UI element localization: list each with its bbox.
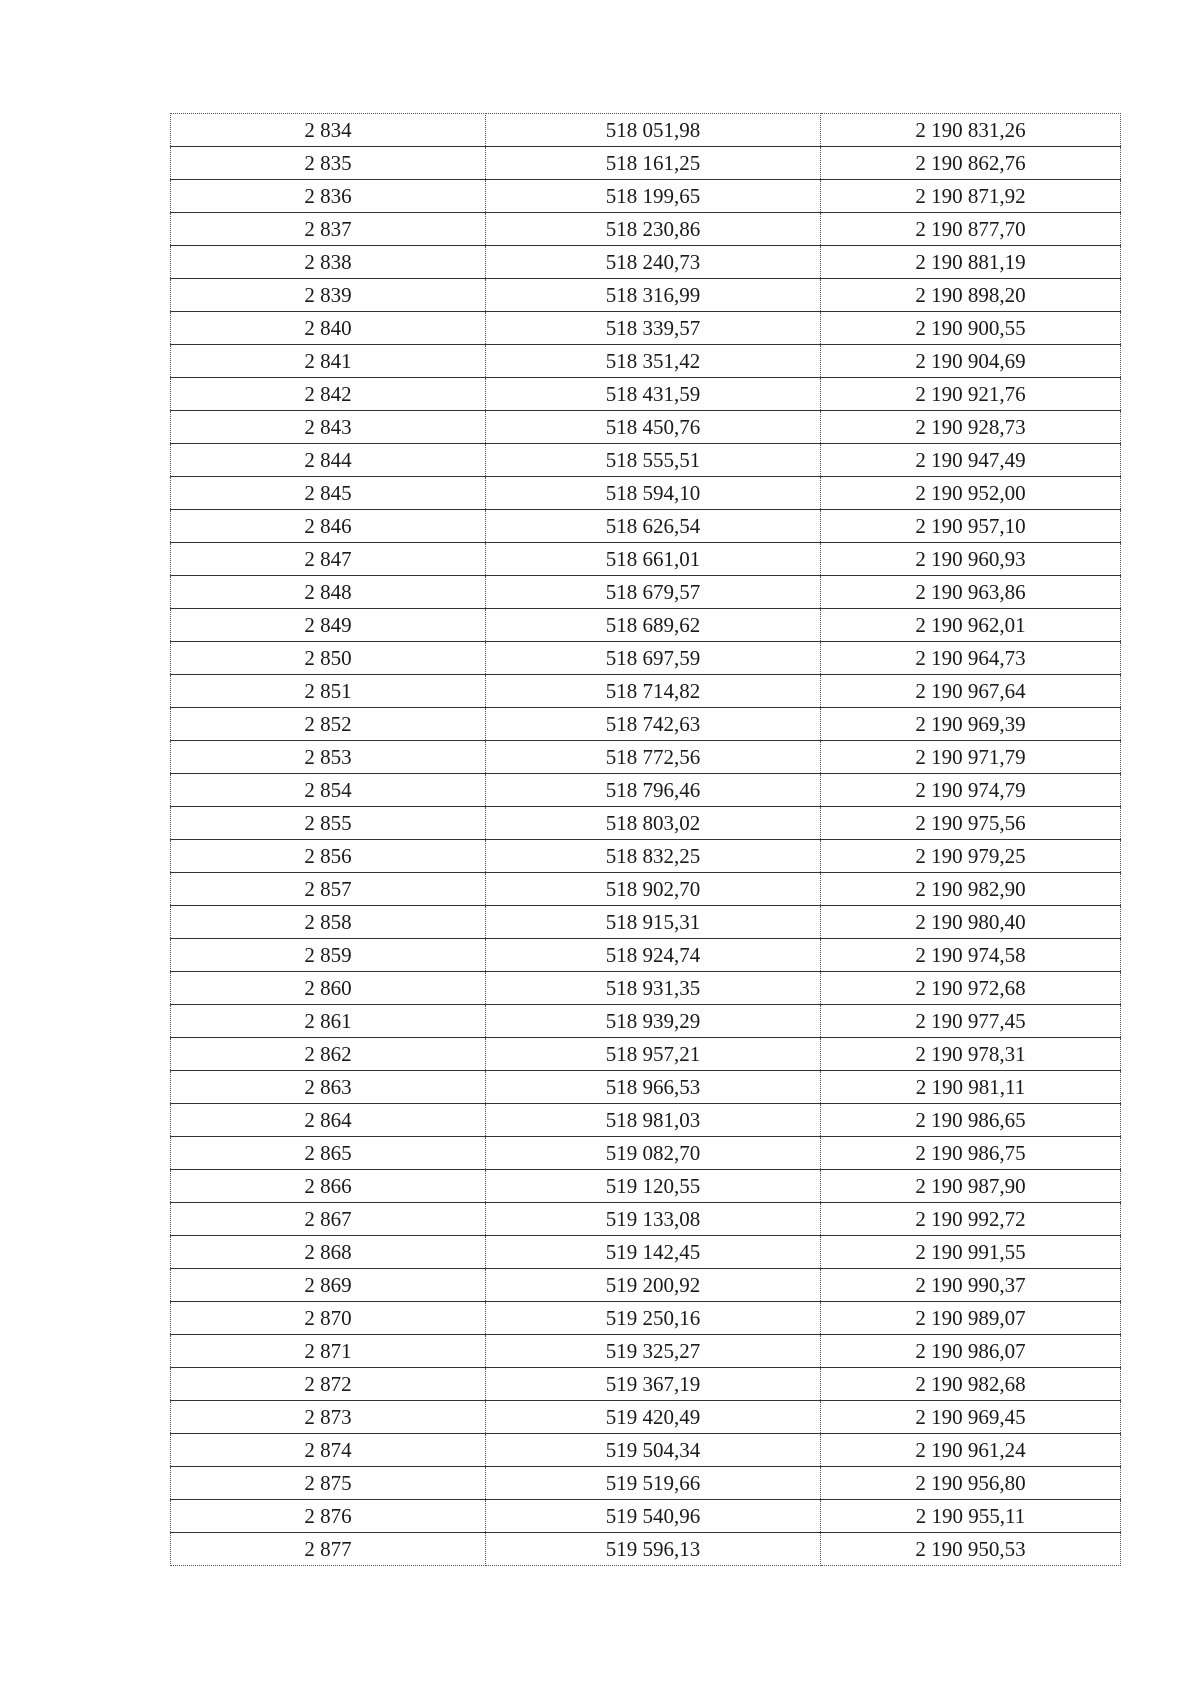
x-coordinate-cell: 518 450,76 <box>486 411 821 444</box>
table-row <box>171 1203 1121 1236</box>
table-row <box>171 1500 1121 1533</box>
x-coordinate-cell: 518 051,98 <box>486 114 821 147</box>
table-row <box>171 972 1121 1005</box>
coordinates-table-body <box>171 114 1121 1566</box>
point-number-cell: 2 869 <box>171 1269 486 1302</box>
y-coordinate-cell: 2 190 956,80 <box>821 1467 1121 1500</box>
point-number-cell: 2 842 <box>171 378 486 411</box>
x-coordinate-cell: 518 915,31 <box>486 906 821 939</box>
y-coordinate-cell: 2 190 975,56 <box>821 807 1121 840</box>
table-row <box>171 114 1121 147</box>
x-coordinate-cell: 518 316,99 <box>486 279 821 312</box>
y-coordinate-cell: 2 190 987,90 <box>821 1170 1121 1203</box>
point-number-cell: 2 858 <box>171 906 486 939</box>
y-coordinate-cell: 2 190 986,65 <box>821 1104 1121 1137</box>
y-coordinate-cell: 2 190 921,76 <box>821 378 1121 411</box>
table-row <box>171 543 1121 576</box>
x-coordinate-cell: 518 339,57 <box>486 312 821 345</box>
table-row <box>171 1434 1121 1467</box>
point-number-cell: 2 846 <box>171 510 486 543</box>
x-coordinate-cell: 518 957,21 <box>486 1038 821 1071</box>
x-coordinate-cell: 519 596,13 <box>486 1533 821 1566</box>
point-number-cell: 2 849 <box>171 609 486 642</box>
table-row <box>171 576 1121 609</box>
y-coordinate-cell: 2 190 986,07 <box>821 1335 1121 1368</box>
y-coordinate-cell: 2 190 877,70 <box>821 213 1121 246</box>
x-coordinate-cell: 518 230,86 <box>486 213 821 246</box>
table-row <box>171 411 1121 444</box>
table-row <box>171 213 1121 246</box>
table-row <box>171 279 1121 312</box>
table-row <box>171 708 1121 741</box>
table-row <box>171 741 1121 774</box>
x-coordinate-cell: 519 367,19 <box>486 1368 821 1401</box>
point-number-cell: 2 845 <box>171 477 486 510</box>
point-number-cell: 2 837 <box>171 213 486 246</box>
table-row <box>171 1533 1121 1566</box>
table-row <box>171 1401 1121 1434</box>
y-coordinate-cell: 2 190 980,40 <box>821 906 1121 939</box>
table-row <box>171 246 1121 279</box>
x-coordinate-cell: 518 981,03 <box>486 1104 821 1137</box>
point-number-cell: 2 857 <box>171 873 486 906</box>
point-number-cell: 2 871 <box>171 1335 486 1368</box>
point-number-cell: 2 852 <box>171 708 486 741</box>
point-number-cell: 2 847 <box>171 543 486 576</box>
point-number-cell: 2 875 <box>171 1467 486 1500</box>
point-number-cell: 2 840 <box>171 312 486 345</box>
x-coordinate-cell: 518 796,46 <box>486 774 821 807</box>
table-row <box>171 1104 1121 1137</box>
y-coordinate-cell: 2 190 989,07 <box>821 1302 1121 1335</box>
point-number-cell: 2 856 <box>171 840 486 873</box>
table-row <box>171 1467 1121 1500</box>
y-coordinate-cell: 2 190 992,72 <box>821 1203 1121 1236</box>
table-row <box>171 1335 1121 1368</box>
y-coordinate-cell: 2 190 952,00 <box>821 477 1121 510</box>
point-number-cell: 2 834 <box>171 114 486 147</box>
y-coordinate-cell: 2 190 967,64 <box>821 675 1121 708</box>
point-number-cell: 2 872 <box>171 1368 486 1401</box>
x-coordinate-cell: 519 519,66 <box>486 1467 821 1500</box>
table-row <box>171 312 1121 345</box>
x-coordinate-cell: 519 120,55 <box>486 1170 821 1203</box>
y-coordinate-cell: 2 190 831,26 <box>821 114 1121 147</box>
y-coordinate-cell: 2 190 963,86 <box>821 576 1121 609</box>
table-row <box>171 1236 1121 1269</box>
coordinates-table <box>170 113 1121 1566</box>
point-number-cell: 2 848 <box>171 576 486 609</box>
point-number-cell: 2 877 <box>171 1533 486 1566</box>
x-coordinate-cell: 518 161,25 <box>486 147 821 180</box>
x-coordinate-cell: 518 832,25 <box>486 840 821 873</box>
y-coordinate-cell: 2 190 979,25 <box>821 840 1121 873</box>
x-coordinate-cell: 519 250,16 <box>486 1302 821 1335</box>
y-coordinate-cell: 2 190 964,73 <box>821 642 1121 675</box>
table-row <box>171 873 1121 906</box>
y-coordinate-cell: 2 190 955,11 <box>821 1500 1121 1533</box>
point-number-cell: 2 862 <box>171 1038 486 1071</box>
table-row <box>171 378 1121 411</box>
point-number-cell: 2 876 <box>171 1500 486 1533</box>
y-coordinate-cell: 2 190 981,11 <box>821 1071 1121 1104</box>
x-coordinate-cell: 518 966,53 <box>486 1071 821 1104</box>
x-coordinate-cell: 519 133,08 <box>486 1203 821 1236</box>
point-number-cell: 2 870 <box>171 1302 486 1335</box>
point-number-cell: 2 850 <box>171 642 486 675</box>
x-coordinate-cell: 518 714,82 <box>486 675 821 708</box>
x-coordinate-cell: 518 594,10 <box>486 477 821 510</box>
point-number-cell: 2 874 <box>171 1434 486 1467</box>
point-number-cell: 2 843 <box>171 411 486 444</box>
point-number-cell: 2 844 <box>171 444 486 477</box>
y-coordinate-cell: 2 190 904,69 <box>821 345 1121 378</box>
x-coordinate-cell: 518 555,51 <box>486 444 821 477</box>
x-coordinate-cell: 518 697,59 <box>486 642 821 675</box>
y-coordinate-cell: 2 190 974,79 <box>821 774 1121 807</box>
point-number-cell: 2 839 <box>171 279 486 312</box>
y-coordinate-cell: 2 190 971,79 <box>821 741 1121 774</box>
table-row <box>171 1269 1121 1302</box>
y-coordinate-cell: 2 190 978,31 <box>821 1038 1121 1071</box>
x-coordinate-cell: 519 082,70 <box>486 1137 821 1170</box>
point-number-cell: 2 868 <box>171 1236 486 1269</box>
table-row <box>171 510 1121 543</box>
table-row <box>171 642 1121 675</box>
x-coordinate-cell: 518 772,56 <box>486 741 821 774</box>
y-coordinate-cell: 2 190 990,37 <box>821 1269 1121 1302</box>
y-coordinate-cell: 2 190 957,10 <box>821 510 1121 543</box>
table-row <box>171 477 1121 510</box>
x-coordinate-cell: 518 431,59 <box>486 378 821 411</box>
y-coordinate-cell: 2 190 947,49 <box>821 444 1121 477</box>
x-coordinate-cell: 518 939,29 <box>486 1005 821 1038</box>
point-number-cell: 2 854 <box>171 774 486 807</box>
table-row <box>171 345 1121 378</box>
y-coordinate-cell: 2 190 950,53 <box>821 1533 1121 1566</box>
point-number-cell: 2 867 <box>171 1203 486 1236</box>
x-coordinate-cell: 518 902,70 <box>486 873 821 906</box>
point-number-cell: 2 873 <box>171 1401 486 1434</box>
table-row <box>171 609 1121 642</box>
x-coordinate-cell: 518 351,42 <box>486 345 821 378</box>
point-number-cell: 2 838 <box>171 246 486 279</box>
x-coordinate-cell: 518 803,02 <box>486 807 821 840</box>
table-row <box>171 807 1121 840</box>
y-coordinate-cell: 2 190 898,20 <box>821 279 1121 312</box>
table-row <box>171 1038 1121 1071</box>
y-coordinate-cell: 2 190 982,90 <box>821 873 1121 906</box>
x-coordinate-cell: 518 240,73 <box>486 246 821 279</box>
point-number-cell: 2 851 <box>171 675 486 708</box>
x-coordinate-cell: 519 142,45 <box>486 1236 821 1269</box>
point-number-cell: 2 860 <box>171 972 486 1005</box>
table-row <box>171 1137 1121 1170</box>
y-coordinate-cell: 2 190 960,93 <box>821 543 1121 576</box>
y-coordinate-cell: 2 190 962,01 <box>821 609 1121 642</box>
table-row <box>171 1368 1121 1401</box>
table-row <box>171 1071 1121 1104</box>
x-coordinate-cell: 518 689,62 <box>486 609 821 642</box>
x-coordinate-cell: 519 325,27 <box>486 1335 821 1368</box>
y-coordinate-cell: 2 190 986,75 <box>821 1137 1121 1170</box>
table-row <box>171 1170 1121 1203</box>
x-coordinate-cell: 518 199,65 <box>486 180 821 213</box>
table-row <box>171 147 1121 180</box>
y-coordinate-cell: 2 190 974,58 <box>821 939 1121 972</box>
y-coordinate-cell: 2 190 977,45 <box>821 1005 1121 1038</box>
x-coordinate-cell: 518 626,54 <box>486 510 821 543</box>
y-coordinate-cell: 2 190 881,19 <box>821 246 1121 279</box>
point-number-cell: 2 863 <box>171 1071 486 1104</box>
point-number-cell: 2 859 <box>171 939 486 972</box>
point-number-cell: 2 835 <box>171 147 486 180</box>
y-coordinate-cell: 2 190 871,92 <box>821 180 1121 213</box>
table-row <box>171 939 1121 972</box>
y-coordinate-cell: 2 190 900,55 <box>821 312 1121 345</box>
point-number-cell: 2 861 <box>171 1005 486 1038</box>
table-row <box>171 906 1121 939</box>
x-coordinate-cell: 518 931,35 <box>486 972 821 1005</box>
x-coordinate-cell: 519 504,34 <box>486 1434 821 1467</box>
point-number-cell: 2 853 <box>171 741 486 774</box>
x-coordinate-cell: 519 200,92 <box>486 1269 821 1302</box>
table-row <box>171 840 1121 873</box>
x-coordinate-cell: 519 540,96 <box>486 1500 821 1533</box>
point-number-cell: 2 841 <box>171 345 486 378</box>
point-number-cell: 2 855 <box>171 807 486 840</box>
table-row <box>171 774 1121 807</box>
table-row <box>171 444 1121 477</box>
y-coordinate-cell: 2 190 862,76 <box>821 147 1121 180</box>
table-row <box>171 1005 1121 1038</box>
point-number-cell: 2 836 <box>171 180 486 213</box>
table-row <box>171 675 1121 708</box>
y-coordinate-cell: 2 190 928,73 <box>821 411 1121 444</box>
y-coordinate-cell: 2 190 961,24 <box>821 1434 1121 1467</box>
x-coordinate-cell: 519 420,49 <box>486 1401 821 1434</box>
y-coordinate-cell: 2 190 969,39 <box>821 708 1121 741</box>
y-coordinate-cell: 2 190 991,55 <box>821 1236 1121 1269</box>
y-coordinate-cell: 2 190 972,68 <box>821 972 1121 1005</box>
point-number-cell: 2 866 <box>171 1170 486 1203</box>
y-coordinate-cell: 2 190 969,45 <box>821 1401 1121 1434</box>
point-number-cell: 2 864 <box>171 1104 486 1137</box>
table-row <box>171 180 1121 213</box>
y-coordinate-cell: 2 190 982,68 <box>821 1368 1121 1401</box>
x-coordinate-cell: 518 924,74 <box>486 939 821 972</box>
x-coordinate-cell: 518 679,57 <box>486 576 821 609</box>
x-coordinate-cell: 518 661,01 <box>486 543 821 576</box>
table-row <box>171 1302 1121 1335</box>
x-coordinate-cell: 518 742,63 <box>486 708 821 741</box>
point-number-cell: 2 865 <box>171 1137 486 1170</box>
